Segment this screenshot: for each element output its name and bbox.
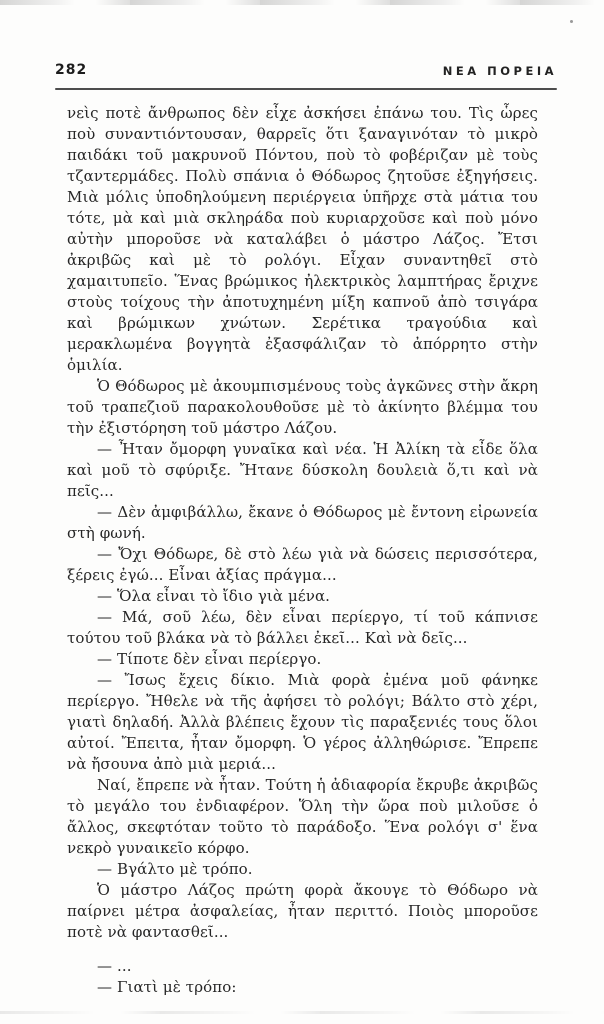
running-header [55,62,557,78]
paragraph: Ναί, ἔπρεπε νὰ ἦταν. Τούτη ἡ ἀδιαφορία ἔκρυβε ἀκριβῶς τὸ μεγάλο του ἐνδιαφέρον. Ὅλη τὴν ὥρα ποὺ μιλοῦσε ὁ ἄλλος, σκεφτόταν τοῦτο τὸ παράδοξο. Ἕνα ρολόγι σ' ἕνα νεκρὸ γυναικεῖο κόρφο. [67,776,538,857]
dialogue-paragraph: — Γιατὶ μὲ τρόπο: [97,978,237,996]
scan-artifact-bottom-edge [0,1011,604,1014]
header-rule [55,88,557,90]
dialogue-paragraph: — Ἦταν ὄμορφη γυναῖκα καὶ νέα. Ἡ Ἀλίκη τὰ εἶδε ὅλα καὶ μοῦ τὸ σφύριξε. Ἤτανε δύσκολη δουλειὰ ὅ,τι καὶ νὰ πεῖς... [67,440,538,500]
journal-title: ΝΕΑ ΠΟΡΕΙΑ [442,64,557,78]
dialogue-paragraph: — Μά, σοῦ λέω, δὲν εἶναι περίεργο, τί τοῦ κάπνισε τούτου τοῦ βλάκα νὰ τὸ βάλλει ἐκεῖ... Καὶ νὰ δεῖς... [67,608,538,647]
page-body-text [67,103,538,998]
dialogue-paragraph: — Ἴσως ἔχεις δίκιο. Μιὰ φορὰ ἐμένα μοῦ φάνηκε περίεργο. Ἤθελε νὰ τῆς ἀφήσει τὸ ρολόγι; Βάλτο στὸ χέρι, γιατὶ δηλαδή. Ἀλλὰ βλέπεις ἔχουν τὶς παραξενιές τους ὅλοι αὐτοί. Ἔπειτα, ἦταν ὄμορφη. Ὁ γέρος ἀλληθώρισε. Ἔπρεπε νὰ ἤσουνα ἀπὸ μιὰ μεριά... [67,671,538,773]
paragraph: νεὶς ποτὲ ἄνθρωπος δὲν εἶχε ἀσκήσει ἐπάνω του. Τὶς ὧρες ποὺ συναντιόντουσαν, θαρρεῖς ὅτι ξαναγινόταν τὸ μικρὸ παιδάκι τοῦ μακρυνοῦ Πόντου, ποὺ τὸ φοβέριζαν μὲ τοὺς τζαντερμάδες. Πολὺ σπάνια ὁ Θόδωρος ζητοῦσε ἐξηγήσεις. Μιὰ μόλις ὑποδηλούμενη περιέργεια ὑπῆρχε στὰ μάτια του τότε, μὰ καὶ μιὰ σκληράδα ποὺ κυριαρχοῦσε καὶ ποὺ μόνο αὐτὴν μποροῦσε νὰ καταλάβει ὁ μάστρο Λάζος. Ἔτσι ἀκριβῶς καὶ μὲ τὸ ρολόγι. Εἶχαν συναντηθεῖ στὸ χαμαιτυπεῖο. Ἕνας βρώμικος ἠλεκτρικὸς λαμπτήρας ἔριχνε στοὺς τοίχους τὴν ἀποτυχημένη μίξη καπνοῦ ἀπὸ τσιγάρα καὶ βρώμικων χνώτων. Σερέτικα τραγούδια καὶ μερακλωμένα βογγητὰ ἐξασφάλιζαν τὸ ἀπόρρητο στὴν ὁμιλία. [67,104,538,374]
dialogue-paragraph: — Τίποτε δὲν εἶναι περίεργο. [97,650,322,668]
paragraph: Ὁ Θόδωρος μὲ ἀκουμπισμένους τοὺς ἀγκῶνες στὴν ἄκρη τοῦ τραπεζιοῦ παρακολουθοῦσε μὲ τὸ ἀκίνητο βλέμμα του τὴν ἐξιστόρηση τοῦ μάστρο Λάζου. [67,377,538,437]
page-number: 282 [55,62,88,78]
dialogue-paragraph: — Ὄχι Θόδωρε, δὲ στὸ λέω γιὰ νὰ δώσεις περισσότερα, ξέρεις ἐγώ... Εἶναι ἀξίας πράγμα... [67,545,538,584]
dialogue-paragraph: — Ὅλα εἶναι τὸ ἴδιο γιὰ μένα. [97,587,331,605]
dialogue-paragraph: — Βγάλτο μὲ τρόπο. [97,860,253,878]
scan-speck [570,20,573,23]
scan-artifact-top-edge [0,0,604,5]
dialogue-paragraph: — Δὲν ἀμφιβάλλω, ἔκανε ὁ Θόδωρος μὲ ἔντονη εἰρωνεία στὴ φωνή. [67,503,538,542]
paragraph: Ὁ μάστρο Λάζος πρώτη φορὰ ἄκουγε τὸ Θόδωρο νὰ παίρνει μέτρα ἀσφαλείας, ἦταν περιττό. Ποιὸς μποροῦσε ποτὲ νὰ φαντασθεῖ... [67,881,538,941]
dialogue-paragraph: — ... [97,957,132,975]
